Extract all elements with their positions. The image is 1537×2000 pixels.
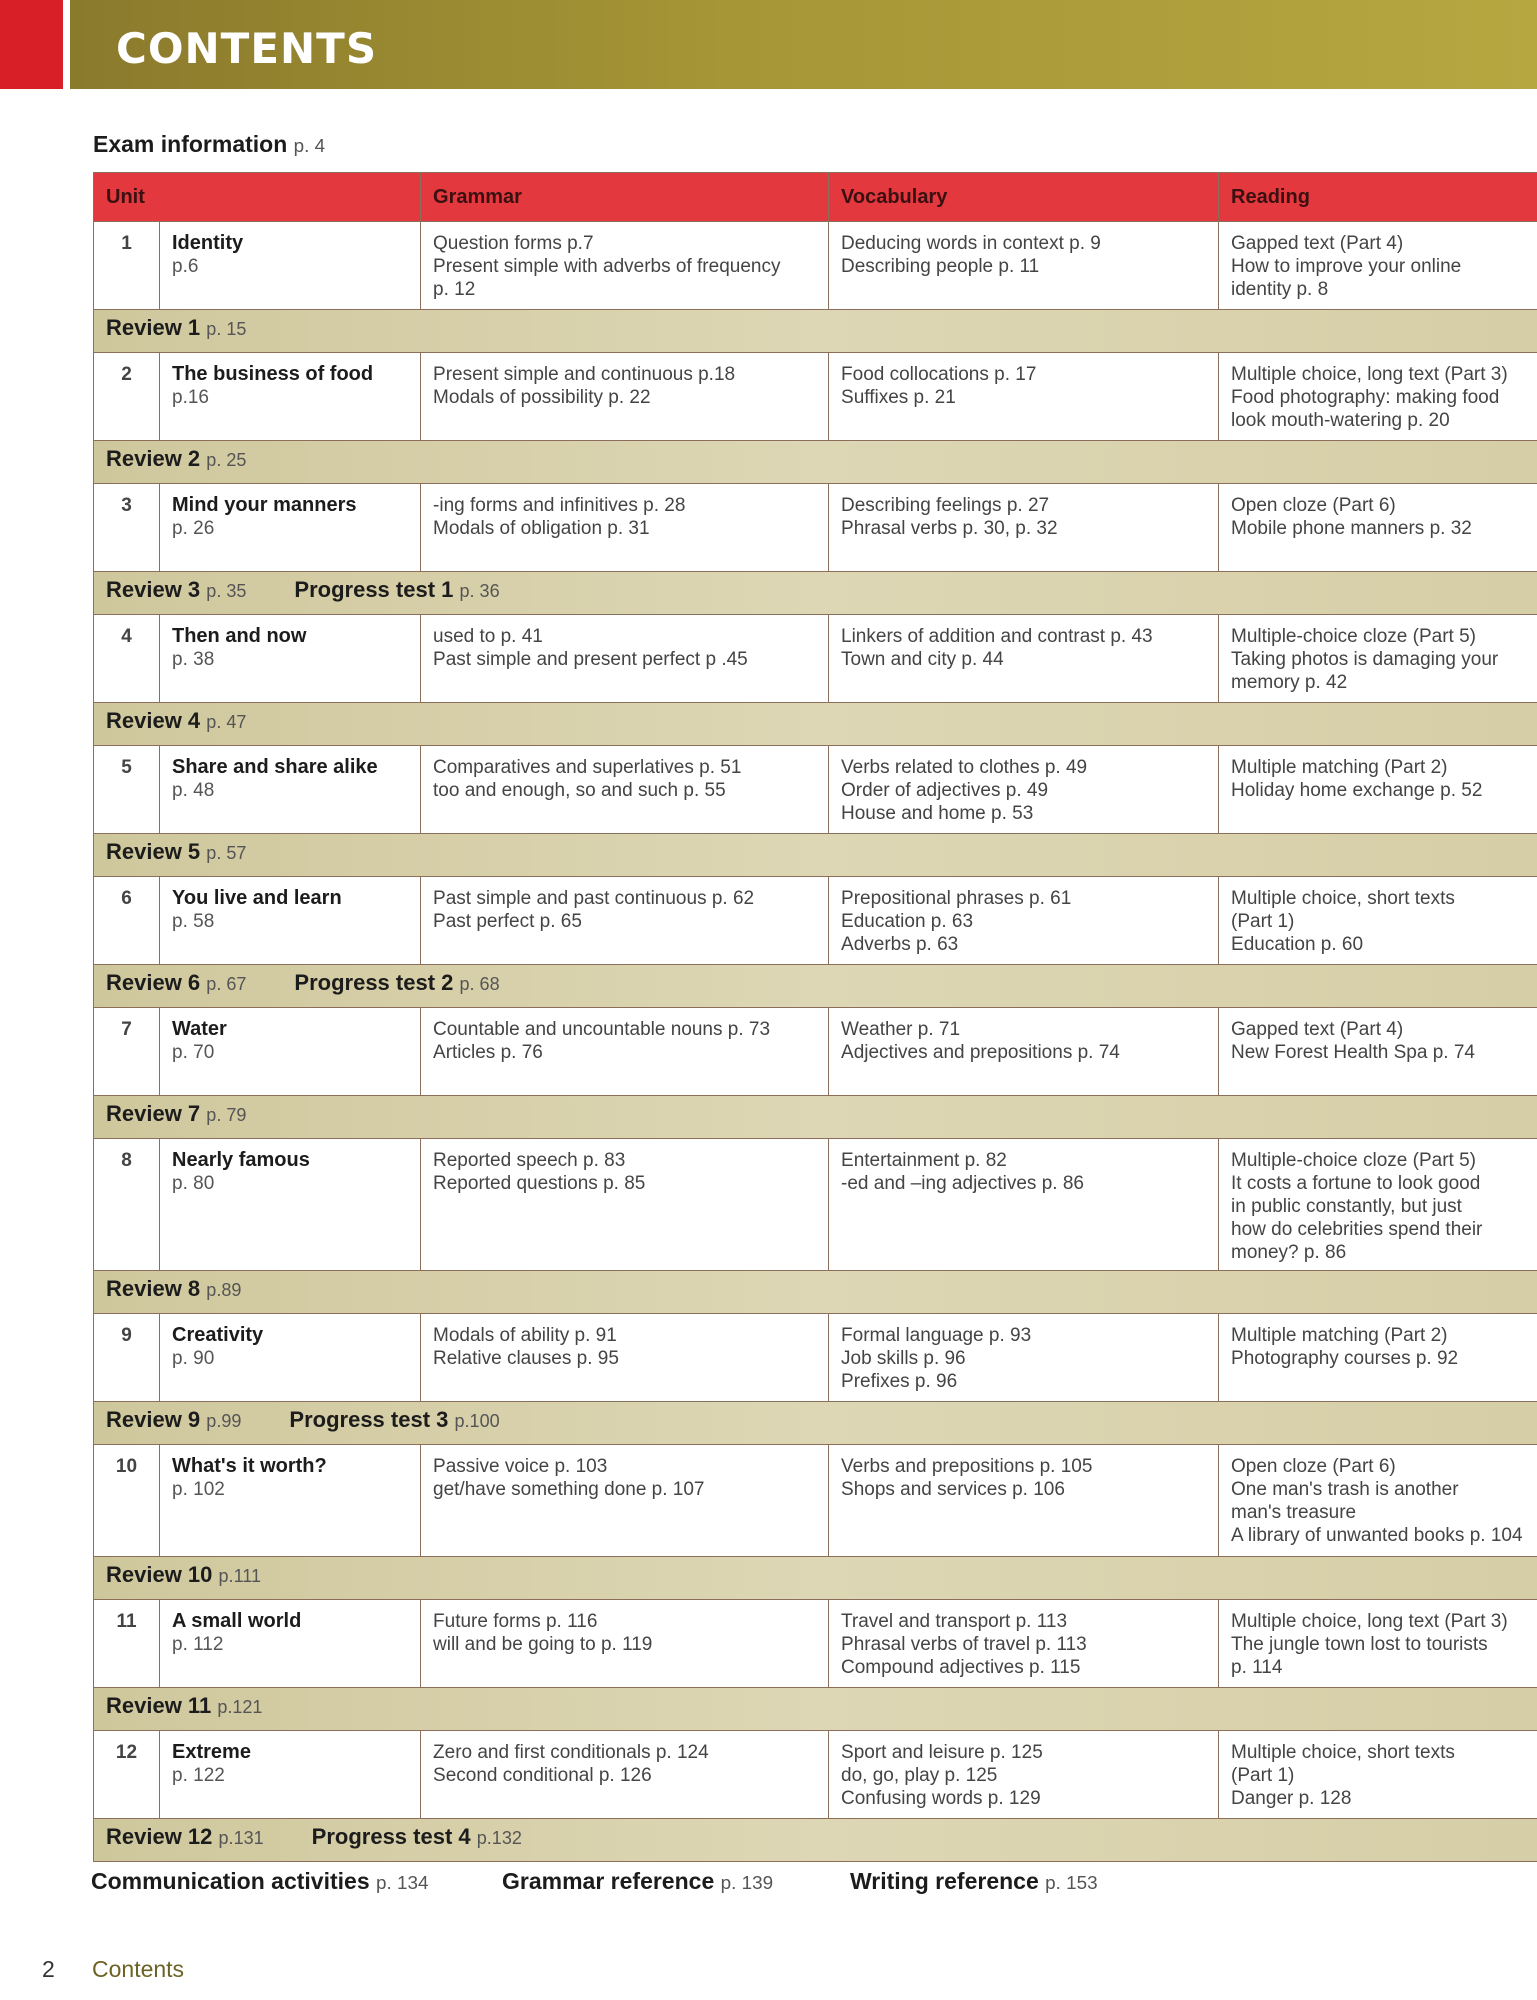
cell-line: Reported speech p. 83 <box>433 1150 626 1171</box>
unit-row-11 <box>94 1600 1537 1688</box>
progress-test-link[interactable] <box>294 577 499 602</box>
unit-row-3 <box>94 484 1537 572</box>
review-cell <box>94 572 1537 615</box>
unit-title-cell[interactable] <box>160 1600 421 1688</box>
unit-number: 3 <box>94 484 160 572</box>
review-cell <box>94 1819 1537 1862</box>
cell-line: Adverbs p. 63 <box>841 934 959 955</box>
review-page: p. 35 <box>206 581 247 601</box>
cell-line: Articles p. 76 <box>433 1042 543 1063</box>
unit-title-cell[interactable] <box>160 353 421 441</box>
grammar-reference-label: Grammar reference <box>502 1868 715 1894</box>
review-page: p. 47 <box>206 712 247 732</box>
vocabulary-cell <box>829 1600 1219 1688</box>
unit-title-cell[interactable] <box>160 484 421 572</box>
review-row <box>94 1096 1537 1139</box>
cell-line: Open cloze (Part 6) <box>1231 495 1396 516</box>
review-page: p.89 <box>206 1280 242 1300</box>
progress-test-label: Progress test 2 <box>294 970 454 995</box>
vocabulary-cell <box>829 746 1219 834</box>
review-link[interactable] <box>106 1562 261 1587</box>
unit-title-cell[interactable] <box>160 746 421 834</box>
cell-line: Linkers of addition and contrast p. 43 <box>841 626 1153 647</box>
unit-number: 9 <box>94 1314 160 1402</box>
review-label: Review 10 <box>106 1562 213 1587</box>
unit-number: 4 <box>94 615 160 703</box>
cell-line: Education p. 60 <box>1231 934 1364 955</box>
cell-line: Past perfect p. 65 <box>433 911 582 932</box>
unit-number: 11 <box>94 1600 160 1688</box>
red-corner-tab <box>0 0 63 89</box>
reading-cell <box>1219 1731 1537 1819</box>
cell-line: Compound adjectives p. 115 <box>841 1657 1081 1678</box>
cell-line: Countable and uncountable nouns p. 73 <box>433 1019 771 1040</box>
review-page: p. 67 <box>206 974 247 994</box>
cell-line: Present simple with adverbs of frequency <box>433 256 781 277</box>
exam-information-link[interactable] <box>93 131 325 158</box>
unit-title: Nearly famous <box>172 1149 310 1171</box>
unit-title: A small world <box>172 1610 302 1632</box>
cell-line: Deducing words in context p. 9 <box>841 233 1101 254</box>
review-cell <box>94 1096 1537 1139</box>
review-row <box>94 1688 1537 1731</box>
unit-page: p. 70 <box>172 1042 215 1063</box>
cell-line: Mobile phone manners p. 32 <box>1231 518 1472 539</box>
cell-line: p. 114 <box>1231 1657 1283 1678</box>
unit-title-cell[interactable] <box>160 615 421 703</box>
cell-line: It costs a fortune to look good <box>1231 1173 1481 1194</box>
cell-line: Suffixes p. 21 <box>841 387 956 408</box>
review-label: Review 5 <box>106 839 201 864</box>
header-reading: Reading <box>1219 173 1537 222</box>
cell-line: used to p. 41 <box>433 626 543 647</box>
vocabulary-cell <box>829 877 1219 965</box>
vocabulary-cell <box>829 1445 1219 1557</box>
review-row <box>94 834 1537 877</box>
review-cell <box>94 834 1537 877</box>
review-page: p. 25 <box>206 450 247 470</box>
review-link[interactable] <box>106 970 246 995</box>
unit-number: 10 <box>94 1445 160 1557</box>
cell-line: Multiple choice, short texts <box>1231 1742 1455 1763</box>
unit-page: p.6 <box>172 256 199 277</box>
cell-line: Describing people p. 11 <box>841 256 1040 277</box>
cell-line: Modals of possibility p. 22 <box>433 387 651 408</box>
cell-line: Past simple and present perfect p .45 <box>433 649 748 670</box>
cell-line: Shops and services p. 106 <box>841 1479 1065 1500</box>
unit-page: p. 122 <box>172 1765 225 1786</box>
cell-line: Question forms p.7 <box>433 233 594 254</box>
cell-line: Phrasal verbs of travel p. 113 <box>841 1634 1087 1655</box>
cell-line: Food photography: making food <box>1231 387 1500 408</box>
review-row <box>94 965 1537 1008</box>
review-cell <box>94 965 1537 1008</box>
review-cell <box>94 441 1537 484</box>
grammar-cell <box>421 877 829 965</box>
cell-line: identity p. 8 <box>1231 279 1329 300</box>
cell-line: Passive voice p. 103 <box>433 1456 608 1477</box>
unit-row-8 <box>94 1139 1537 1271</box>
progress-test-link[interactable] <box>289 1407 499 1432</box>
unit-row-6 <box>94 877 1537 965</box>
reading-cell <box>1219 1008 1537 1096</box>
unit-title: Identity <box>172 232 244 254</box>
unit-title: Water <box>172 1018 227 1040</box>
unit-number: 5 <box>94 746 160 834</box>
cell-line: Multiple matching (Part 2) <box>1231 757 1448 778</box>
unit-title: Then and now <box>172 625 307 647</box>
vocabulary-cell <box>829 615 1219 703</box>
progress-test-label: Progress test 4 <box>311 1824 471 1849</box>
review-label: Review 9 <box>106 1407 201 1432</box>
cell-line: Gapped text (Part 4) <box>1231 233 1404 254</box>
unit-row-10 <box>94 1445 1537 1557</box>
review-link[interactable] <box>106 1824 264 1849</box>
review-label: Review 11 <box>106 1693 212 1718</box>
unit-row-12 <box>94 1731 1537 1819</box>
cell-line: Past simple and past continuous p. 62 <box>433 888 755 909</box>
unit-title: Extreme <box>172 1741 251 1763</box>
grammar-cell <box>421 1139 829 1271</box>
grammar-cell <box>421 484 829 572</box>
review-label: Review 7 <box>106 1101 201 1126</box>
unit-title: The business of food <box>172 363 374 385</box>
unit-page: p. 48 <box>172 780 215 801</box>
cell-line: Multiple choice, long text (Part 3) <box>1231 1611 1508 1632</box>
contents-banner <box>70 0 1537 89</box>
unit-title: What's it worth? <box>172 1455 327 1477</box>
cell-line: Modals of ability p. 91 <box>433 1325 617 1346</box>
reading-cell <box>1219 353 1537 441</box>
grammar-cell <box>421 353 829 441</box>
header-grammar: Grammar <box>421 173 829 222</box>
writing-reference-page: p. 153 <box>1045 1872 1098 1893</box>
unit-page: p. 58 <box>172 911 215 932</box>
cell-line: in public constantly, but just <box>1231 1196 1462 1217</box>
cell-line: Formal language p. 93 <box>841 1325 1032 1346</box>
unit-number: 6 <box>94 877 160 965</box>
review-row <box>94 1402 1537 1445</box>
cell-line: Prepositional phrases p. 61 <box>841 888 1072 909</box>
cell-line: Food collocations p. 17 <box>841 364 1037 385</box>
review-label: Review 8 <box>106 1276 201 1301</box>
review-cell <box>94 703 1537 746</box>
cell-line: Multiple matching (Part 2) <box>1231 1325 1448 1346</box>
review-row <box>94 703 1537 746</box>
unit-row-5 <box>94 746 1537 834</box>
unit-number: 12 <box>94 1731 160 1819</box>
cell-line: Present simple and continuous p.18 <box>433 364 736 385</box>
cell-line: Travel and transport p. 113 <box>841 1611 1068 1632</box>
cell-line: how do celebrities spend their <box>1231 1219 1483 1240</box>
grammar-cell <box>421 1600 829 1688</box>
cell-line: Holiday home exchange p. 52 <box>1231 780 1483 801</box>
cell-line: money? p. 86 <box>1231 1242 1347 1263</box>
cell-line: Education p. 63 <box>841 911 974 932</box>
grammar-cell <box>421 222 829 310</box>
unit-number: 8 <box>94 1139 160 1271</box>
unit-page: p. 102 <box>172 1479 225 1500</box>
cell-line: Taking photos is damaging your <box>1231 649 1499 670</box>
review-link[interactable] <box>106 708 246 733</box>
cell-line: Phrasal verbs p. 30, p. 32 <box>841 518 1058 539</box>
review-label: Review 1 <box>106 315 201 340</box>
review-cell <box>94 310 1537 353</box>
header-unit: Unit <box>94 173 421 222</box>
communication-activities-link[interactable] <box>91 1868 428 1895</box>
review-link[interactable] <box>106 315 246 340</box>
progress-test-page: p. 36 <box>459 581 500 601</box>
vocabulary-cell <box>829 1008 1219 1096</box>
cell-line: too and enough, so and such p. 55 <box>433 780 726 801</box>
review-row <box>94 1557 1537 1600</box>
cell-line: do, go, play p. 125 <box>841 1765 998 1786</box>
grammar-reference-page: p. 139 <box>720 1872 774 1893</box>
contents-body <box>94 222 1537 1862</box>
cell-line: Describing feelings p. 27 <box>841 495 1050 516</box>
writing-reference-label: Writing reference <box>850 1868 1039 1894</box>
cell-line: Danger p. 128 <box>1231 1788 1352 1809</box>
cell-line: Modals of obligation p. 31 <box>433 518 650 539</box>
cell-line: Prefixes p. 96 <box>841 1371 958 1392</box>
cell-line: -ing forms and infinitives p. 28 <box>433 495 686 516</box>
cell-line: The jungle town lost to tourists <box>1231 1634 1488 1655</box>
cell-line: New Forest Health Spa p. 74 <box>1231 1042 1475 1063</box>
review-page: p. 15 <box>206 319 247 339</box>
unit-number: 1 <box>94 222 160 310</box>
cell-line: Future forms p. 116 <box>433 1611 598 1632</box>
reading-cell <box>1219 1445 1537 1557</box>
review-link[interactable] <box>106 1407 241 1432</box>
reading-cell <box>1219 484 1537 572</box>
cell-line: memory p. 42 <box>1231 672 1348 693</box>
reading-cell <box>1219 746 1537 834</box>
unit-page: p. 26 <box>172 518 215 539</box>
review-page: p.111 <box>218 1566 261 1586</box>
unit-row-9 <box>94 1314 1537 1402</box>
vocabulary-cell <box>829 1139 1219 1271</box>
vocabulary-cell <box>829 222 1219 310</box>
cell-line: A library of unwanted books p. 104 <box>1231 1525 1523 1546</box>
review-link[interactable] <box>106 1693 262 1718</box>
cell-line: Gapped text (Part 4) <box>1231 1019 1404 1040</box>
progress-test-label: Progress test 3 <box>289 1407 449 1432</box>
unit-row-7 <box>94 1008 1537 1096</box>
cell-line: get/have something done p. 107 <box>433 1479 705 1500</box>
progress-test-page: p. 68 <box>459 974 500 994</box>
unit-title-cell[interactable] <box>160 1008 421 1096</box>
review-link[interactable] <box>106 1276 241 1301</box>
grammar-cell <box>421 615 829 703</box>
unit-title: Creativity <box>172 1324 264 1346</box>
review-link[interactable] <box>106 1101 246 1126</box>
review-row <box>94 1271 1537 1314</box>
grammar-cell <box>421 746 829 834</box>
cell-line: Zero and first conditionals p. 124 <box>433 1742 709 1763</box>
unit-title-cell[interactable] <box>160 1731 421 1819</box>
vocabulary-cell <box>829 1314 1219 1402</box>
cell-line: Confusing words p. 129 <box>841 1788 1041 1809</box>
unit-title: You live and learn <box>172 887 342 909</box>
cell-line: Reported questions p. 85 <box>433 1173 646 1194</box>
unit-row-2 <box>94 353 1537 441</box>
reading-cell <box>1219 222 1537 310</box>
reading-cell <box>1219 1139 1537 1271</box>
unit-title-cell[interactable] <box>160 222 421 310</box>
grammar-reference-link[interactable] <box>502 1868 773 1895</box>
cell-line: Sport and leisure p. 125 <box>841 1742 1043 1763</box>
vocabulary-cell <box>829 484 1219 572</box>
cell-line: Photography courses p. 92 <box>1231 1348 1459 1369</box>
writing-reference-link[interactable] <box>850 1868 1098 1895</box>
review-page: p.131 <box>218 1828 264 1848</box>
page-title: CONTENTS <box>116 24 378 73</box>
review-row <box>94 572 1537 615</box>
cell-line: look mouth-watering p. 20 <box>1231 410 1450 431</box>
progress-test-link[interactable] <box>294 970 499 995</box>
review-cell <box>94 1557 1537 1600</box>
cell-line: House and home p. 53 <box>841 803 1034 824</box>
cell-line: Multiple-choice cloze (Part 5) <box>1231 1150 1476 1171</box>
unit-title-cell[interactable] <box>160 877 421 965</box>
review-link[interactable] <box>106 577 246 602</box>
grammar-cell <box>421 1731 829 1819</box>
cell-line: How to improve your online <box>1231 256 1462 277</box>
page-footer-label: Contents <box>92 1956 185 1982</box>
review-row <box>94 310 1537 353</box>
cell-line: Job skills p. 96 <box>841 1348 966 1369</box>
unit-page: p. 38 <box>172 649 215 670</box>
communication-activities-label: Communication activities <box>91 1868 370 1894</box>
cell-line: Second conditional p. 126 <box>433 1765 652 1786</box>
cell-line: Comparatives and superlatives p. 51 <box>433 757 742 778</box>
review-link[interactable] <box>106 839 246 864</box>
review-row <box>94 441 1537 484</box>
review-label: Review 4 <box>106 708 201 733</box>
progress-test-page: p.132 <box>476 1828 522 1848</box>
header-vocabulary: Vocabulary <box>829 173 1219 222</box>
review-row <box>94 1819 1537 1862</box>
cell-line: Multiple-choice cloze (Part 5) <box>1231 626 1476 647</box>
unit-number: 2 <box>94 353 160 441</box>
unit-title: Mind your manners <box>172 494 357 516</box>
exam-information-label: Exam information <box>93 131 288 157</box>
grammar-cell <box>421 1008 829 1096</box>
unit-page: p.16 <box>172 387 209 408</box>
review-page: p.99 <box>206 1411 242 1431</box>
cell-line: Open cloze (Part 6) <box>1231 1456 1396 1477</box>
review-cell <box>94 1271 1537 1314</box>
cell-line: -ed and –ing adjectives p. 86 <box>841 1173 1084 1194</box>
cell-line: Multiple choice, long text (Part 3) <box>1231 364 1508 385</box>
contents-table <box>93 172 1537 1862</box>
cell-line: Adjectives and prepositions p. 74 <box>841 1042 1120 1063</box>
cell-line: man's treasure <box>1231 1502 1357 1523</box>
unit-title-cell[interactable] <box>160 1314 421 1402</box>
review-label: Review 12 <box>106 1824 213 1849</box>
communication-activities-page: p. 134 <box>376 1872 429 1893</box>
cell-line: Town and city p. 44 <box>841 649 1004 670</box>
cell-line: Verbs and prepositions p. 105 <box>841 1456 1093 1477</box>
cell-line: will and be going to p. 119 <box>433 1634 653 1655</box>
vocabulary-cell <box>829 1731 1219 1819</box>
review-link[interactable] <box>106 446 246 471</box>
unit-row-4 <box>94 615 1537 703</box>
cell-line: (Part 1) <box>1231 911 1295 932</box>
cell-line: Relative clauses p. 95 <box>433 1348 619 1369</box>
review-cell <box>94 1688 1537 1731</box>
reading-cell <box>1219 877 1537 965</box>
cell-line: (Part 1) <box>1231 1765 1295 1786</box>
progress-test-page: p.100 <box>454 1411 500 1431</box>
cell-line: Verbs related to clothes p. 49 <box>841 757 1088 778</box>
reading-cell <box>1219 615 1537 703</box>
progress-test-link[interactable] <box>312 1824 522 1849</box>
reading-cell <box>1219 1314 1537 1402</box>
unit-page: p. 90 <box>172 1348 215 1369</box>
progress-test-label: Progress test 1 <box>294 577 454 602</box>
cell-line: p. 12 <box>433 279 476 300</box>
cell-line: Weather p. 71 <box>841 1019 961 1040</box>
page-number: 2 <box>42 1956 55 1982</box>
table-header-row <box>94 173 1537 222</box>
unit-row-1 <box>94 222 1537 310</box>
unit-title-cell[interactable] <box>160 1139 421 1271</box>
unit-page: p. 112 <box>172 1634 224 1655</box>
review-label: Review 6 <box>106 970 201 995</box>
reading-cell <box>1219 1600 1537 1688</box>
cell-line: One man's trash is another <box>1231 1479 1459 1500</box>
unit-title-cell[interactable] <box>160 1445 421 1557</box>
unit-number: 7 <box>94 1008 160 1096</box>
unit-page: p. 80 <box>172 1173 215 1194</box>
review-label: Review 3 <box>106 577 201 602</box>
cell-line: Order of adjectives p. 49 <box>841 780 1049 801</box>
exam-information-page: p. 4 <box>293 135 326 156</box>
review-cell <box>94 1402 1537 1445</box>
review-page: p.121 <box>217 1697 263 1717</box>
cell-line: Entertainment p. 82 <box>841 1150 1007 1171</box>
review-page: p. 79 <box>206 1105 247 1125</box>
review-label: Review 2 <box>106 446 201 471</box>
unit-title: Share and share alike <box>172 756 378 778</box>
grammar-cell <box>421 1314 829 1402</box>
review-page: p. 57 <box>206 843 247 863</box>
cell-line: Multiple choice, short texts <box>1231 888 1455 909</box>
vocabulary-cell <box>829 353 1219 441</box>
grammar-cell <box>421 1445 829 1557</box>
